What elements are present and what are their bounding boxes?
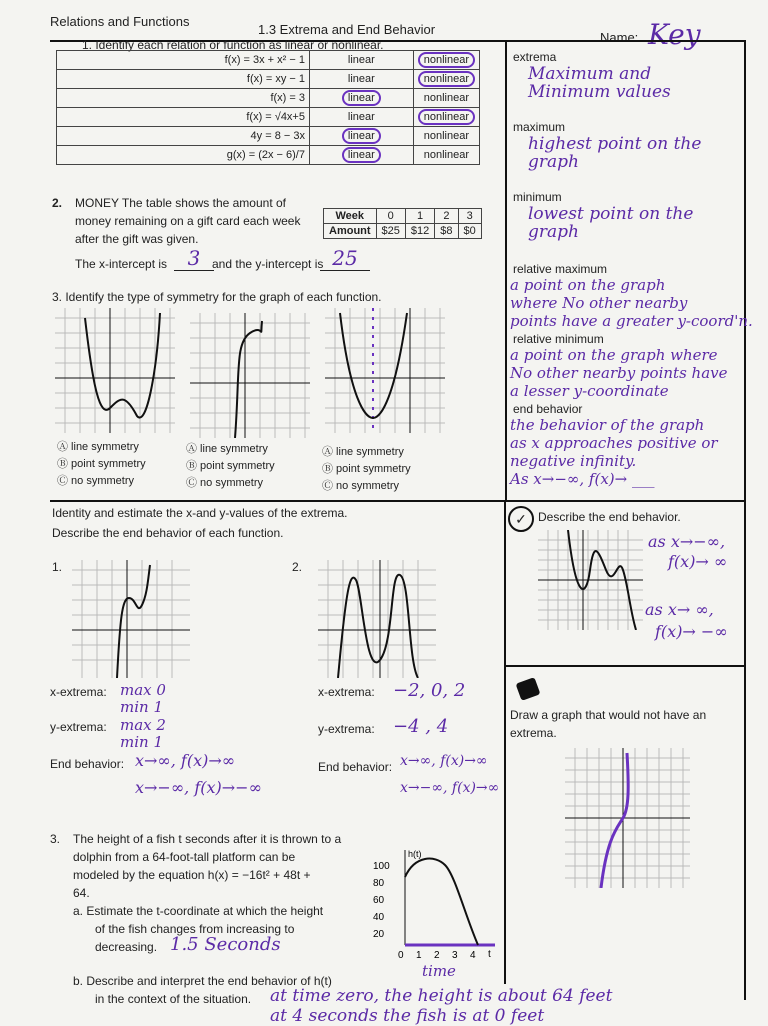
week-label: Week: [324, 209, 377, 224]
vocab-answer: negative infinity.: [510, 452, 637, 470]
fish-xtick: 3: [452, 950, 458, 961]
fish-ytick: 80: [373, 878, 385, 889]
fish-xtick: 0: [398, 950, 404, 961]
q1-linear[interactable]: linear: [347, 111, 375, 123]
vocab-term: maximum: [513, 120, 566, 134]
q1-nonlinear[interactable]: nonlinear: [423, 92, 469, 104]
g1-end-hw2: x→−∞, f(x)→−∞: [135, 778, 262, 797]
g1-yext-hw2: min 1: [120, 733, 163, 751]
fish-a-hw: 1.5 Seconds: [170, 934, 281, 955]
q1-linear[interactable]: linear: [342, 128, 381, 144]
border-right: [744, 40, 746, 1000]
g1-end-hw1: x→∞, f(x)→∞: [135, 751, 236, 770]
vocab-answer: No other nearby points have: [510, 364, 728, 382]
q1-linear[interactable]: linear: [347, 54, 375, 66]
q1-linear[interactable]: linear: [342, 90, 381, 106]
q1-linear[interactable]: linear: [342, 147, 381, 163]
vocab-answer: As x→−∞, f(x)→ ___: [510, 470, 655, 488]
right-end-hw1: as x→−∞,: [648, 532, 726, 551]
fish-graph: [370, 845, 500, 975]
extrema-graph-2: [318, 560, 436, 678]
g1-num: 1.: [52, 560, 63, 574]
fish-b-hw2: at 4 seconds the fish is at 0 feet: [270, 1006, 545, 1026]
right-split: [504, 665, 746, 667]
vocab-answer: graph: [528, 152, 579, 172]
name-label: Name:: [600, 30, 639, 45]
q1-fn: g(x) = (2x − 6)/7: [57, 146, 310, 165]
fish-l2: dolphin from a 64-foot-tall platform can be: [73, 850, 296, 864]
vocab-answer: graph: [528, 222, 579, 242]
vocab-answer: the behavior of the graph: [510, 416, 705, 434]
vocab-answer: a point on the graph where: [510, 346, 718, 364]
q1-fn: f(x) = 3x + x² − 1: [57, 51, 310, 70]
g2-end-label: End behavior:: [318, 760, 393, 774]
g2-num: 2.: [292, 560, 303, 574]
vocab-answer: as x approaches positive or: [510, 434, 718, 452]
q3-prompt: 3. Identify the type of symmetry for the graph of each function.: [52, 290, 382, 304]
ext-prompt2: Describe the end behavior of each function.: [52, 526, 284, 540]
sym-graph-1: [55, 308, 175, 433]
xint-label: The x-intercept is: [75, 257, 168, 271]
fish-ylabel: h(t): [408, 849, 422, 859]
divider-lower: [504, 500, 506, 984]
vocab-answer: lowest point on the: [528, 204, 694, 224]
q2-num: 2.: [52, 196, 63, 210]
fish-ytick: 40: [373, 912, 385, 923]
vocab-answer: a point on the graph: [510, 276, 666, 294]
g2-end-hw2: x→−∞, f(x)→∞: [400, 780, 500, 796]
tag-icon: [516, 677, 541, 701]
sym1-opt-a: Ⓐ line symmetry: [57, 441, 139, 453]
yint-value: 25: [320, 246, 370, 271]
vocab-answer: a lesser y-coordinate: [510, 382, 669, 400]
vocab-answer: points have a greater y-coord'n.: [510, 312, 753, 330]
sym1-opt-b: Ⓑ point symmetry: [57, 458, 146, 470]
fish-num: 3.: [50, 832, 61, 846]
sym2-opt-c: Ⓒ no symmetry: [186, 477, 264, 489]
q1-nonlinear[interactable]: nonlinear: [423, 149, 469, 161]
g1-xext-label: x-extrema:: [50, 685, 107, 699]
q1-nonlinear[interactable]: nonlinear: [418, 109, 475, 125]
fish-xtick: 1: [416, 950, 422, 961]
fish-ytick: 100: [373, 861, 390, 872]
vocab-answer: highest point on the: [528, 134, 702, 154]
q1-linear[interactable]: linear: [347, 73, 375, 85]
vocab-term: minimum: [513, 190, 562, 204]
amount-cell: $25: [376, 224, 405, 239]
sym3-opt-b: Ⓑ point symmetry: [322, 463, 411, 475]
q1-row: [57, 127, 480, 146]
amount-label: Amount: [324, 224, 377, 239]
week-cell: 3: [458, 209, 481, 224]
q1-row: [57, 70, 480, 89]
mid-border: [50, 500, 746, 502]
amount-cell: $8: [435, 224, 458, 239]
vocab-term: relative maximum: [513, 262, 608, 276]
fish-l1: The height of a fish t seconds after it is thrown to a: [73, 832, 342, 846]
fish-a2: of the fish changes from increasing to: [95, 922, 295, 936]
name-value: Key: [648, 18, 701, 51]
sym2-opt-b: Ⓑ point symmetry: [186, 460, 275, 472]
fish-time-hw: time: [422, 962, 456, 980]
right-end-hw4: f(x)→ −∞: [655, 622, 728, 641]
draw-prompt2: extrema.: [510, 726, 557, 740]
sym-graph-2: [190, 313, 310, 438]
fish-b2: in the context of the situation.: [95, 992, 252, 1006]
q1-nonlinear[interactable]: nonlinear: [423, 130, 469, 142]
q1-nonlinear[interactable]: nonlinear: [418, 52, 475, 68]
q1-table-wrap: [56, 50, 480, 165]
fish-a3: decreasing.: [95, 940, 158, 954]
end-behavior-graph: [538, 530, 643, 630]
vocab-answer: where No other nearby: [510, 294, 688, 312]
sym3-opt-a: Ⓐ line symmetry: [322, 446, 404, 458]
week-cell: 1: [405, 209, 434, 224]
right-end-hw2: f(x)→ ∞: [668, 552, 728, 571]
q1-prompt: 1. Identify each relation or function as linear or nonlinear.: [82, 38, 384, 52]
fish-xtick: 4: [470, 950, 476, 961]
q1-fn: f(x) = xy − 1: [57, 70, 310, 89]
fish-b-hw1: at time zero, the height is about 64 feet: [270, 986, 613, 1006]
vocab-answer: Maximum and: [528, 64, 652, 84]
amount-cell: $12: [405, 224, 434, 239]
xint-value: 3: [174, 246, 214, 271]
fish-ytick: 20: [373, 929, 385, 940]
fish-l3: modeled by the equation h(x) = −16t² + 48t +: [73, 868, 311, 882]
fish-xlabel: t: [488, 949, 491, 960]
vocab-term: end behavior: [513, 402, 583, 416]
g2-xext-hw: −2, 0, 2: [393, 680, 466, 701]
q1-row: [57, 89, 480, 108]
week-cell: 2: [435, 209, 458, 224]
week-cell: 0: [376, 209, 405, 224]
vocab-term: relative minimum: [513, 332, 604, 346]
g1-yext-label: y-extrema:: [50, 720, 107, 734]
q1-fn: 4y = 8 − 3x: [57, 127, 310, 146]
q1-row: [57, 146, 480, 165]
q2-text1: MONEY The table shows the amount of: [75, 196, 287, 210]
q1-nonlinear[interactable]: nonlinear: [418, 71, 475, 87]
q1-table: [56, 50, 480, 165]
fish-xtick: 2: [434, 950, 440, 961]
q2-text3: after the gift was given.: [75, 232, 199, 246]
sym1-opt-c: Ⓒ no symmetry: [57, 475, 135, 487]
right-end-prompt: Describe the end behavior.: [538, 510, 681, 524]
q2-text2: money remaining on a gift card each week: [75, 214, 301, 228]
fish-l4: 64.: [73, 886, 90, 900]
g1-xext-hw: max 0: [120, 681, 166, 699]
no-extrema-graph: [565, 748, 690, 888]
divider-right: [505, 40, 507, 502]
fish-b1: b. Describe and interpret the end behavior of h(t): [73, 974, 332, 988]
g1-end-label: End behavior:: [50, 757, 125, 771]
sym-graph-3: [325, 308, 445, 433]
g1-yext-hw: max 2: [120, 716, 166, 734]
fish-ytick: 60: [373, 895, 385, 906]
header-title: 1.3 Extrema and End Behavior: [258, 22, 436, 37]
yint-label: and the y-intercept is: [212, 257, 324, 271]
q1-row: [57, 51, 480, 70]
vocab-answer: Minimum values: [528, 82, 671, 102]
draw-prompt1: Draw a graph that would not have an: [510, 708, 707, 722]
ext-prompt1: Identity and estimate the x-and y-values of the extrema.: [52, 506, 348, 520]
q2-table: [323, 208, 482, 239]
g1-xext-hw2: min 1: [120, 698, 163, 716]
check-icon: ✓: [508, 506, 534, 532]
amount-cell: $0: [458, 224, 481, 239]
sym3-opt-c: Ⓒ no symmetry: [322, 480, 400, 492]
header-left: Relations and Functions: [50, 14, 190, 29]
q2-table-wrap: [323, 208, 482, 239]
q1-fn: f(x) = √4x+5: [57, 108, 310, 127]
right-end-hw3: as x→ ∞,: [645, 600, 714, 619]
g2-yext-label: y-extrema:: [318, 722, 375, 736]
q1-fn: f(x) = 3: [57, 89, 310, 108]
g2-end-hw1: x→∞, f(x)→∞: [400, 753, 488, 769]
fish-a1: a. Estimate the t-coordinate at which the height: [73, 904, 324, 918]
g2-yext-hw: −4 , 4: [393, 716, 449, 737]
vocab-term: extrema: [513, 50, 557, 64]
sym2-opt-a: Ⓐ line symmetry: [186, 443, 268, 455]
g2-xext-label: x-extrema:: [318, 685, 375, 699]
extrema-graph-1: [72, 560, 190, 678]
q1-row: [57, 108, 480, 127]
